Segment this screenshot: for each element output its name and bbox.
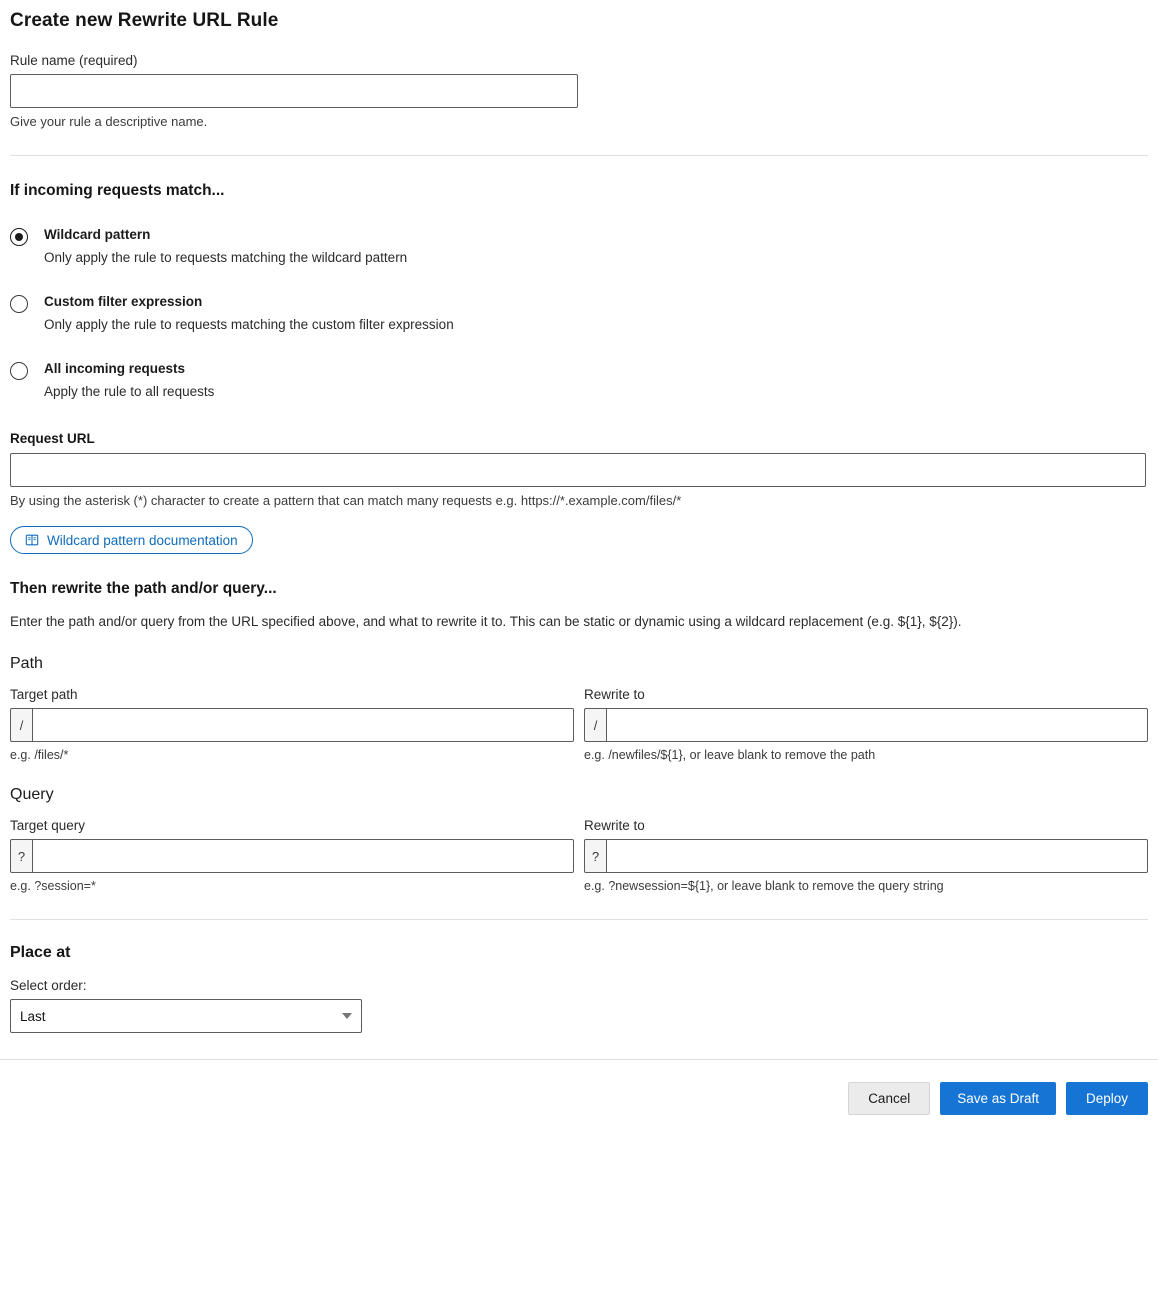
request-url-input[interactable]: [10, 453, 1146, 487]
select-order-value[interactable]: Last: [10, 999, 362, 1033]
radio-wildcard-pattern-label: Wildcard pattern: [44, 227, 151, 242]
wildcard-pattern-documentation-link[interactable]: [10, 526, 253, 554]
target-path-hint: e.g. /files/*: [10, 748, 69, 762]
rule-name-hint: Give your rule a descriptive name.: [10, 114, 208, 129]
deploy-button[interactable]: Deploy: [1066, 1082, 1148, 1115]
target-path-prefix: /: [10, 708, 32, 742]
match-radio-group: [10, 226, 1148, 401]
target-query-hint: e.g. ?session=*: [10, 879, 96, 893]
radio-all-incoming-requests-description: Apply the rule to all requests: [44, 384, 215, 399]
query-row: [10, 818, 1148, 893]
rewrite-section-description: Enter the path and/or query from the URL specified above, and what to rewrite it to. This can be static or dynamic using a wildcard replacement (e.g. ${1}, ${2}).: [10, 614, 962, 629]
place-at-heading: Place at: [10, 944, 71, 961]
target-path-label: Target path: [10, 687, 78, 702]
target-path-group: [10, 687, 574, 762]
footer-actions: [0, 1060, 1158, 1135]
book-icon: [25, 533, 39, 547]
path-row: [10, 687, 1148, 762]
path-rewrite-to-group: [584, 687, 1148, 762]
divider-place-at: [10, 919, 1148, 920]
target-query-label: Target query: [10, 818, 86, 833]
request-url-label: Request URL: [10, 431, 95, 446]
rewrite-section-heading: Then rewrite the path and/or query...: [10, 580, 277, 597]
path-heading: Path: [10, 655, 43, 672]
match-section-heading: If incoming requests match...: [10, 182, 225, 199]
query-heading: Query: [10, 786, 54, 803]
cancel-button[interactable]: Cancel: [848, 1082, 930, 1115]
radio-option-all-incoming-requests[interactable]: [10, 360, 1148, 401]
query-rewrite-to-group: [584, 818, 1148, 893]
path-rewrite-to-label: Rewrite to: [584, 687, 645, 702]
path-rewrite-to-prefix: /: [584, 708, 606, 742]
target-query-input[interactable]: [32, 839, 574, 873]
save-as-draft-button[interactable]: Save as Draft: [940, 1082, 1056, 1115]
radio-custom-filter-expression-description: Only apply the rule to requests matching the custom filter expression: [44, 317, 454, 332]
query-rewrite-to-input[interactable]: [606, 839, 1148, 873]
request-url-hint: By using the asterisk (*) character to create a pattern that can match many requests e.g. https://*.example.com/files/*: [10, 493, 682, 508]
page-title: Create new Rewrite URL Rule: [10, 10, 279, 31]
query-rewrite-to-label: Rewrite to: [584, 818, 645, 833]
query-rewrite-to-hint: e.g. ?newsession=${1}, or leave blank to remove the query string: [584, 879, 944, 893]
query-rewrite-to-prefix: ?: [584, 839, 606, 873]
target-query-prefix: ?: [10, 839, 32, 873]
radio-all-incoming-requests-label: All incoming requests: [44, 361, 186, 376]
radio-wildcard-pattern-description: Only apply the rule to requests matching the wildcard pattern: [44, 250, 408, 265]
radio-custom-filter-expression-icon[interactable]: [10, 295, 28, 313]
select-order-label: Select order:: [10, 978, 87, 993]
path-rewrite-to-hint: e.g. /newfiles/${1}, or leave blank to remove the path: [584, 748, 876, 762]
target-path-input[interactable]: [32, 708, 574, 742]
rule-name-input[interactable]: [10, 74, 578, 108]
divider-top: [10, 155, 1148, 156]
target-query-group: [10, 818, 574, 893]
radio-wildcard-pattern-icon[interactable]: [10, 228, 28, 246]
wildcard-pattern-documentation-label: Wildcard pattern documentation: [47, 532, 238, 548]
radio-custom-filter-expression-label: Custom filter expression: [44, 294, 203, 309]
radio-all-incoming-requests-icon[interactable]: [10, 362, 28, 380]
path-rewrite-to-input[interactable]: [606, 708, 1148, 742]
select-order-dropdown[interactable]: [10, 999, 362, 1033]
rule-name-label: Rule name (required): [10, 53, 138, 68]
radio-option-wildcard-pattern[interactable]: [10, 226, 1148, 267]
radio-option-custom-filter-expression[interactable]: [10, 293, 1148, 334]
